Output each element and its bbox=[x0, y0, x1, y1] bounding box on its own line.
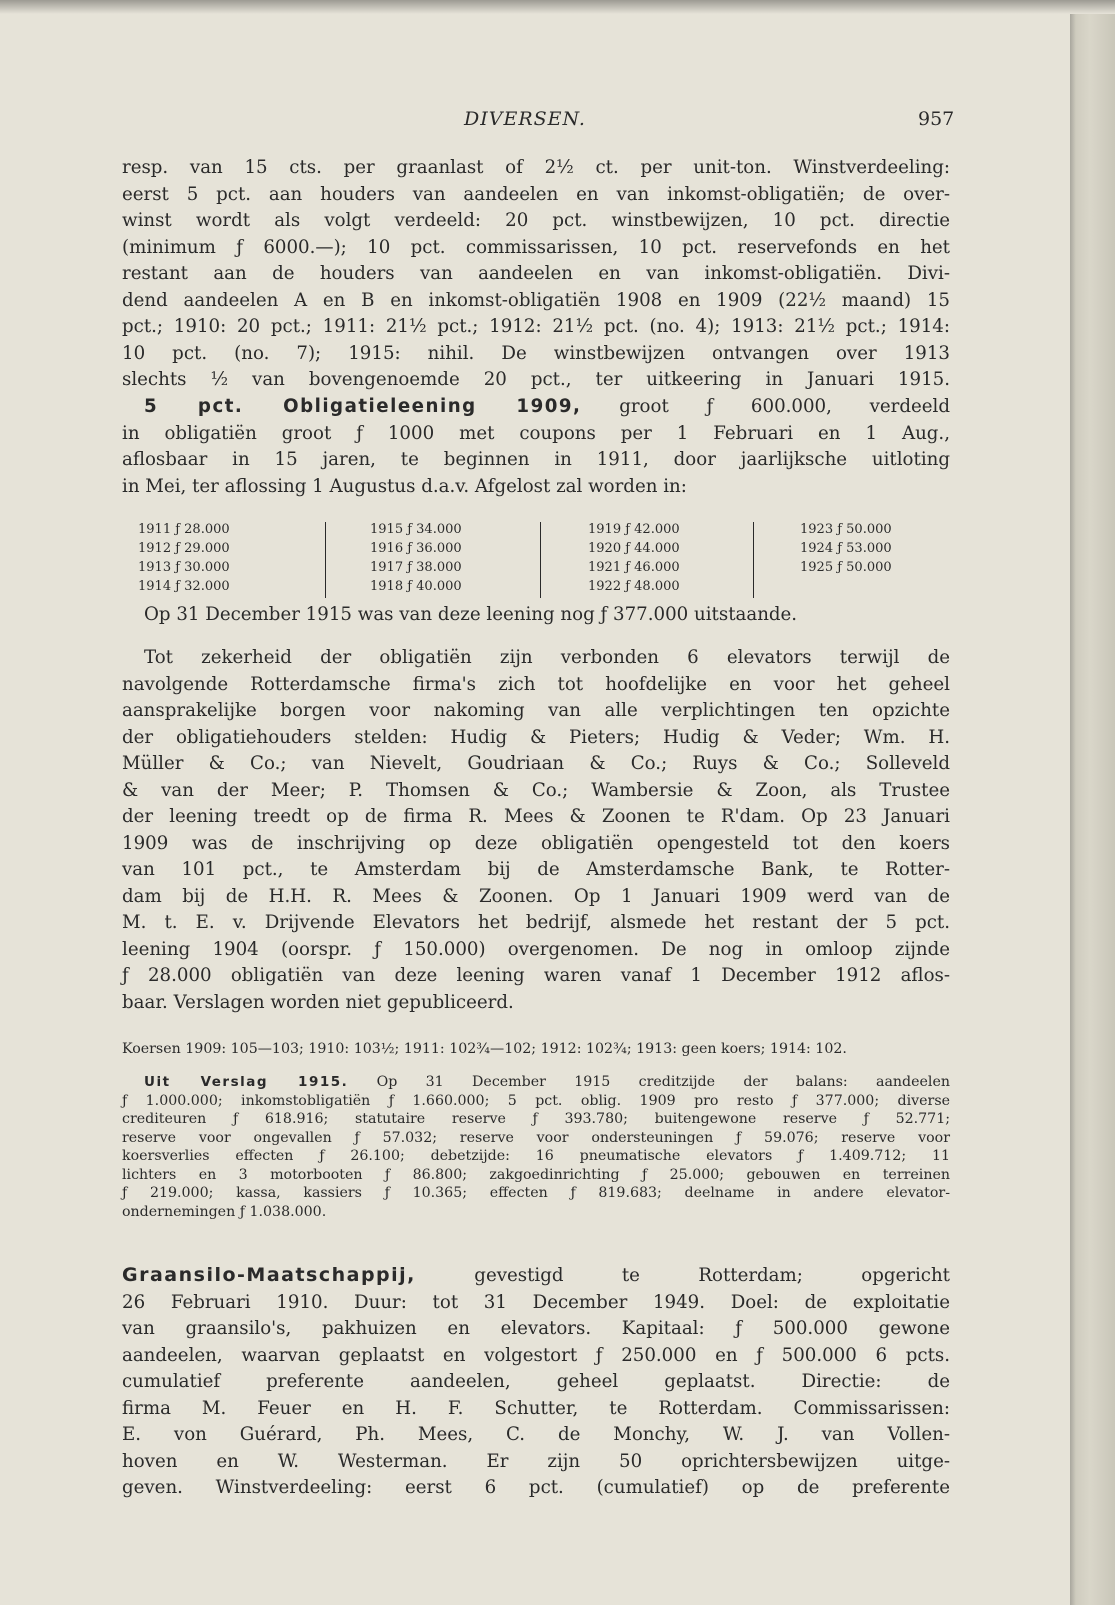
text-line: restant aan de houders van aandeelen en van inkomst-obligatiën. Divi- bbox=[122, 263, 950, 284]
text-line: ƒ 219.000; kassa, kassiers ƒ 10.365; effecten ƒ 819.683; deelname in andere elevator- bbox=[122, 1185, 950, 1201]
schedule-cell: 1913 ƒ 30.000 bbox=[138, 560, 230, 575]
text-line: E. von Guérard, Ph. Mees, C. de Monchy, W. J. van Vollen- bbox=[122, 1424, 950, 1445]
graansilo-line-first: gevestigd te Rotterdam; opgericht bbox=[474, 1265, 950, 1286]
text-line: M. t. E. v. Drijvende Elevators het bedrijf, alsmede het restant der 5 pct. bbox=[122, 912, 950, 933]
text-line bbox=[122, 394, 950, 421]
schedule-cell: 1923 ƒ 50.000 bbox=[800, 522, 892, 537]
paragraph-zekerheid bbox=[122, 645, 950, 1016]
text-line: koersverlies effecten ƒ 26.100; debetzijde: 16 pneumatische elevators ƒ 1.409.712; 11 bbox=[122, 1148, 950, 1164]
text-line: lichters en 3 motorbooten ƒ 86.800; zakgoedinrichting ƒ 25.000; gebouwen en terreinen bbox=[122, 1166, 950, 1183]
paragraph-verslag bbox=[122, 1073, 950, 1221]
schedule-cell bbox=[800, 579, 892, 598]
text-line: in Mei, ter aflossing 1 Augustus d.a.v. Afgelost zal worden in: bbox=[122, 475, 687, 497]
page-number: 957 bbox=[918, 108, 955, 130]
text-line: der leening treedt op de firma R. Mees & Zoonen te R'dam. Op 23 Januari bbox=[122, 806, 950, 827]
schedule-cell: 1916 ƒ 36.000 bbox=[370, 541, 462, 556]
text-line: 10 pct. (no. 7); 1915: nihil. De winstbewijzen ontvangen over 1913 bbox=[122, 342, 950, 364]
text-line: winst wordt als volgt verdeeld: 20 pct. winstbewijzen, 10 pct. directie bbox=[122, 210, 950, 231]
text-line: firma M. Feuer en H. F. Schutter, te Rotterdam. Commissarissen: bbox=[122, 1397, 950, 1419]
text-line bbox=[122, 1073, 950, 1092]
text-line: ƒ 28.000 obligatiën van deze leening waren vanaf 1 December 1912 aflos- bbox=[122, 965, 950, 986]
text-line: leening 1904 (oorspr. ƒ 150.000) overgenomen. De nog in omloop zijnde bbox=[122, 938, 950, 960]
company-heading: Graansilo-Maatschappij, bbox=[122, 1264, 416, 1286]
text-line bbox=[122, 1262, 950, 1290]
text-line: crediteuren ƒ 618.916; statutaire reserve ƒ 393.780; buitengewone reserve ƒ 52.771; bbox=[122, 1111, 950, 1127]
koersen-line bbox=[122, 1040, 950, 1059]
text-line: cumulatief preferente aandeelen, geheel geplaatst. Directie: de bbox=[122, 1371, 950, 1392]
text-line: aandeelen, waarvan geplaatst en volgestort ƒ 250.000 en ƒ 500.000 6 pcts. bbox=[122, 1344, 950, 1366]
text-line: aansprakelijke borgen voor nakoming van alle verplichtingen ten opzichte bbox=[122, 700, 950, 721]
schedule-cell: 1924 ƒ 53.000 bbox=[800, 541, 892, 556]
schedule-column bbox=[588, 522, 680, 598]
schedule-cell: 1914 ƒ 32.000 bbox=[138, 579, 230, 594]
loan-line-first: groot ƒ 600.000, verdeeld bbox=[619, 396, 950, 417]
text-line: in obligatiën groot ƒ 1000 met coupons per 1 Februari en 1 Aug., bbox=[122, 422, 950, 444]
page-edge bbox=[1070, 0, 1115, 1605]
text-line: Op 31 December 1915 was van deze leening nog ƒ 377.000 uitstaande. bbox=[144, 604, 798, 625]
outstanding-line bbox=[122, 602, 950, 629]
text-line: ondernemingen ƒ 1.038.000. bbox=[122, 1203, 327, 1220]
paragraph-graansilo bbox=[122, 1262, 950, 1502]
text-line: reserve voor ongevallen ƒ 57.032; reserve voor ondersteuningen ƒ 59.076; reserve voor bbox=[122, 1129, 950, 1146]
text-line: hoven en W. Westerman. Er zijn 50 oprichtersbewijzen uitge- bbox=[122, 1450, 950, 1472]
text-line: van graansilo's, pakhuizen en elevators. Kapitaal: ƒ 500.000 gewone bbox=[122, 1318, 950, 1339]
text-line: 26 Februari 1910. Duur: tot 31 December 1949. Doel: de exploitatie bbox=[122, 1291, 950, 1313]
column-divider bbox=[540, 522, 541, 598]
text-line: slechts ½ van bovengenoemde 20 pct., ter uitkeering in Januari 1915. bbox=[122, 369, 950, 390]
scan-top-shadow bbox=[0, 0, 1115, 14]
text-line: dam bij de H.H. R. Mees & Zoonen. Op 1 Januari 1909 werd van de bbox=[122, 885, 950, 907]
schedule-cell: 1918 ƒ 40.000 bbox=[370, 579, 462, 594]
text-line: Müller & Co.; van Nievelt, Goudriaan & Co.; Ruys & Co.; Solleveld bbox=[122, 753, 950, 774]
text-line: baar. Verslagen worden niet gepubliceerd. bbox=[122, 991, 514, 1013]
schedule-column bbox=[138, 522, 230, 598]
schedule-cell: 1917 ƒ 38.000 bbox=[370, 560, 462, 575]
text-line: Koersen 1909: 105—103; 1910: 103½; 1911: 102¾—102; 1912: 102¾; 1913: geen koers; 1914: 102. bbox=[122, 1041, 847, 1057]
text-line: 1909 was de inschrijving op deze obligatiën opengesteld tot den koers bbox=[122, 832, 950, 854]
text-line: (minimum ƒ 6000.—); 10 pct. commissarissen, 10 pct. reservefonds en het bbox=[122, 236, 950, 258]
text-line: der obligatiehouders stelden: Hudig & Pieters; Hudig & Veder; Wm. H. bbox=[122, 726, 950, 748]
schedule-cell: 1922 ƒ 48.000 bbox=[588, 579, 680, 594]
schedule-cell: 1915 ƒ 34.000 bbox=[370, 522, 462, 537]
text-line: geven. Winstverdeeling: eerst 6 pct. (cumulatief) op de preferente bbox=[122, 1477, 950, 1498]
text-line: pct.; 1910: 20 pct.; 1911: 21½ pct.; 1912: 21½ pct. (no. 4); 1913: 21½ pct.; 1914: bbox=[122, 316, 950, 337]
text-line: navolgende Rotterdamsche firma's zich tot hoofdelijke en voor het geheel bbox=[122, 673, 950, 695]
text-line: ƒ 1.000.000; inkomstobligatiën ƒ 1.660.000; 5 pct. oblig. 1909 pro resto ƒ 377.000; diverse bbox=[122, 1092, 950, 1109]
text-line: resp. van 15 cts. per graanlast of 2½ ct. per unit-ton. Winstverdeeling: bbox=[122, 157, 950, 178]
running-title: DIVERSEN. bbox=[464, 108, 586, 130]
verslag-heading: Uit Verslag 1915. bbox=[144, 1074, 349, 1090]
text-line: dend aandeelen A en B en inkomst-obligatiën 1908 en 1909 (22½ maand) 15 bbox=[122, 289, 950, 311]
schedule-cell: 1912 ƒ 29.000 bbox=[138, 541, 230, 556]
schedule-cell: 1919 ƒ 42.000 bbox=[588, 522, 680, 537]
text-line: Tot zekerheid der obligatiën zijn verbonden 6 elevators terwijl de bbox=[144, 647, 950, 668]
text-line: & van der Meer; P. Thomsen & Co.; Wambersie & Zoon, als Trustee bbox=[122, 779, 950, 801]
schedule-cell: 1911 ƒ 28.000 bbox=[138, 522, 230, 537]
schedule-cell: 1925 ƒ 50.000 bbox=[800, 560, 892, 575]
schedule-column bbox=[370, 522, 462, 598]
schedule-cell: 1921 ƒ 46.000 bbox=[588, 560, 680, 575]
column-divider bbox=[325, 522, 326, 598]
loan-heading: 5 pct. Obligatieleening 1909, bbox=[144, 396, 582, 417]
text-line: aflosbaar in 15 jaren, te beginnen in 1911, door jaarlijksche uitloting bbox=[122, 449, 950, 470]
schedule-cell: 1920 ƒ 44.000 bbox=[588, 541, 680, 556]
running-header bbox=[0, 108, 1070, 138]
column-divider bbox=[753, 522, 754, 598]
verslag-line-first: Op 31 December 1915 creditzijde der balans: aandeelen bbox=[376, 1074, 950, 1090]
schedule-column bbox=[800, 522, 892, 598]
paragraph-winstverdeeling bbox=[122, 155, 950, 394]
text-line: eerst 5 pct. aan houders van aandeelen en van inkomst-obligatiën; de over- bbox=[122, 183, 950, 205]
paragraph-obligatieleening bbox=[122, 394, 950, 500]
text-line: van 101 pct., te Amsterdam bij de Amsterdamsche Bank, te Rotter- bbox=[122, 859, 950, 880]
